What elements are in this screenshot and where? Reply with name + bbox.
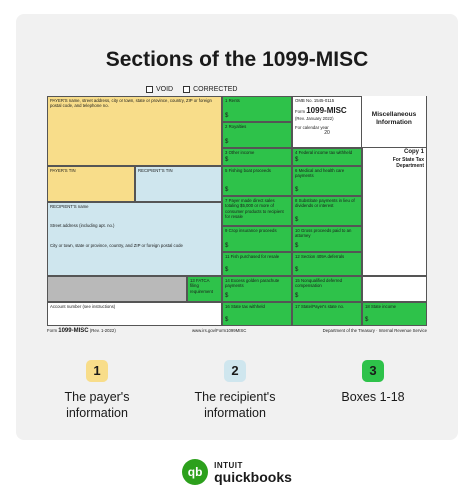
checkbox-square bbox=[183, 86, 190, 93]
box-7 bbox=[222, 196, 292, 226]
footer-form-name: 1099-MISC bbox=[58, 328, 89, 334]
dollar-sign: $ bbox=[295, 156, 299, 163]
box-15-label: 15 Nonqualified deferred compensation bbox=[295, 278, 343, 289]
dollar-sign: $ bbox=[365, 316, 369, 323]
legend-text: Boxes 1-18 bbox=[341, 390, 405, 404]
brand-quickbooks: quickbooks bbox=[214, 468, 292, 485]
box-17 bbox=[292, 302, 362, 326]
box-17-label: 17 State/Payer's state no. bbox=[295, 304, 345, 309]
quickbooks-logo-icon: qb bbox=[182, 459, 208, 485]
box-13 bbox=[187, 276, 222, 302]
box-16-label: 16 State tax withheld bbox=[225, 304, 265, 309]
recipient-tin-box bbox=[135, 166, 222, 202]
box-18 bbox=[362, 302, 427, 326]
legend-badge: 2 bbox=[224, 360, 246, 382]
payer-name-label: PAYER'S name, street address, city or town, state or province, country, ZIP or foreign postal code, and telephone no. bbox=[50, 98, 212, 109]
box-16 bbox=[222, 302, 292, 326]
box-6-label: 6 Medical and health care payments bbox=[295, 168, 345, 179]
form-name: 1099-MISC bbox=[306, 106, 347, 116]
dollar-sign: $ bbox=[295, 266, 299, 273]
payer-name-box bbox=[47, 96, 222, 166]
box-3 bbox=[222, 148, 292, 166]
form-1099-misc bbox=[47, 96, 427, 326]
box-14-label: 14 Excess golden parachute payments bbox=[225, 278, 280, 289]
misc-title: Miscellaneous Information bbox=[371, 111, 417, 127]
footer-form-prefix: Form bbox=[47, 328, 58, 333]
box-5 bbox=[222, 166, 292, 196]
box-2 bbox=[222, 122, 292, 148]
recipient-name-label: RECIPIENT'S name bbox=[50, 204, 89, 209]
box-18-label: 18 State income bbox=[365, 304, 397, 309]
form-label: Form bbox=[295, 109, 306, 115]
box-4 bbox=[292, 148, 362, 166]
copy-box bbox=[362, 148, 427, 276]
box-12 bbox=[292, 252, 362, 276]
misc-title-box bbox=[362, 96, 427, 148]
footer-department: Department of the Treasury · Internal Revenue Service bbox=[322, 328, 427, 333]
dollar-sign: $ bbox=[225, 292, 229, 299]
legend-item-boxes bbox=[318, 360, 428, 406]
dollar-sign: $ bbox=[225, 316, 229, 323]
box-13-label: 13 FATCA filing requirement bbox=[190, 278, 213, 294]
payer-tin-label: PAYER'S TIN bbox=[50, 168, 76, 173]
box-9 bbox=[222, 226, 292, 252]
dollar-sign: $ bbox=[225, 266, 229, 273]
omb-box bbox=[292, 96, 362, 148]
void-checkbox bbox=[146, 86, 173, 93]
footer-url: www.irs.gov/Form1099MISC bbox=[191, 328, 247, 333]
box-12-label: 12 Section 409A deferrals bbox=[295, 254, 345, 259]
box-6 bbox=[292, 166, 362, 196]
box-8-label: 8 Substitute payments in lieu of dividends or interest bbox=[295, 198, 355, 209]
dollar-sign: $ bbox=[295, 242, 299, 249]
box-1-label: 1 Rents bbox=[225, 98, 240, 103]
legend-item-payer bbox=[42, 360, 152, 421]
legend-item-recipient bbox=[180, 360, 290, 421]
calendar-year-value: 20 bbox=[324, 130, 330, 137]
dollar-sign: $ bbox=[295, 216, 299, 223]
box-2-label: 2 Royalties bbox=[225, 124, 247, 129]
dollar-sign: $ bbox=[295, 292, 299, 299]
corrected-checkbox bbox=[183, 86, 237, 93]
dollar-sign: $ bbox=[295, 186, 299, 193]
gray-filler bbox=[47, 276, 187, 302]
corrected-label: CORRECTED bbox=[193, 86, 238, 93]
void-corrected-row bbox=[146, 86, 237, 93]
omb-number: OMB No. 1545-0115 bbox=[295, 98, 335, 103]
box-5-label: 5 Fishing boat proceeds bbox=[225, 168, 271, 173]
dollar-sign: $ bbox=[225, 138, 229, 145]
box-11 bbox=[222, 252, 292, 276]
legend-badge: 1 bbox=[86, 360, 108, 382]
city-label: City or town, state or province, country, and ZIP or foreign postal code bbox=[50, 242, 183, 248]
street-address-label: Street address (including apt. no.) bbox=[50, 223, 115, 229]
dollar-sign: $ bbox=[225, 156, 229, 163]
footer-revision: (Rev. 1-2022) bbox=[89, 328, 116, 333]
recipient-address-box bbox=[47, 202, 222, 276]
dollar-sign: $ bbox=[225, 112, 229, 119]
dollar-sign: $ bbox=[225, 186, 229, 193]
account-label: Account number (see instructions) bbox=[50, 304, 116, 309]
calendar-year-label: For calendar year bbox=[295, 124, 329, 130]
box-15 bbox=[292, 276, 362, 302]
void-label: VOID bbox=[156, 86, 174, 93]
box-4-label: 4 Federal income tax withheld bbox=[295, 150, 353, 155]
box-10-label: 10 Gross proceeds paid to an attorney bbox=[295, 228, 352, 239]
intuit-quickbooks-logo bbox=[0, 459, 474, 485]
box-14 bbox=[222, 276, 292, 302]
dollar-sign: $ bbox=[225, 242, 229, 249]
form-footer bbox=[47, 328, 427, 334]
checkbox-square bbox=[146, 86, 153, 93]
legend-badge: 3 bbox=[362, 360, 384, 382]
box-7-label: 7 Payer made direct sales totaling $5,000 or more of consumer products to recipient for resale bbox=[225, 198, 284, 220]
form-revision: (Rev. January 2022) bbox=[295, 116, 334, 122]
copy-subtitle: For State Tax Department bbox=[392, 156, 424, 169]
box-8 bbox=[292, 196, 362, 226]
page-title: Sections of the 1099-MISC bbox=[105, 48, 369, 71]
blank-box bbox=[362, 276, 427, 302]
legend-text: The recipient's information bbox=[194, 390, 276, 420]
recipient-tin-label: RECIPIENT'S TIN bbox=[138, 168, 173, 173]
box-11-label: 11 Fish purchased for resale bbox=[225, 254, 280, 259]
copy-label: Copy 1 bbox=[403, 149, 424, 155]
account-box bbox=[47, 302, 222, 326]
brand-intuit: INTUIT bbox=[214, 460, 243, 470]
legend-text: The payer's information bbox=[64, 390, 130, 420]
payer-tin-box bbox=[47, 166, 135, 202]
box-10 bbox=[292, 226, 362, 252]
box-9-label: 9 Crop insurance proceeds bbox=[225, 228, 277, 233]
box-1 bbox=[222, 96, 292, 122]
box-3-label: 3 Other income bbox=[225, 150, 255, 155]
